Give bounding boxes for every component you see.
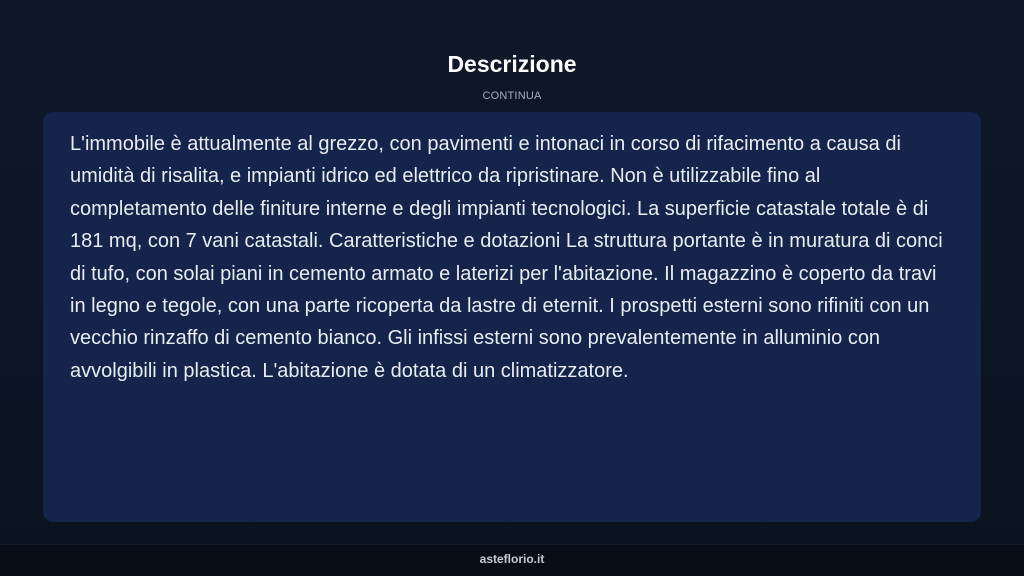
footer-site-name: asteflorio.it (479, 552, 545, 566)
description-text: L'immobile è attualmente al grezzo, con pavimenti e intonaci in corso di rifacimento a causa di umidità di risalita, e impianti idrico ed elettrico da ripristinare. Non è utilizzabile fino al completamento delle finiture interne e degli impianti tecnologici. La superficie catastale totale è di 181 mq, con 7 vani catastali. Caratteristiche e dotazioni La struttura portante è in muratura di conci di tufo, con solai piani in cemento armato e laterizi per l'abitazione. Il magazzino è coperto da travi in legno e tegole, con una parte ricoperta da lastre di eternit. I prospetti esterni sono rifiniti con un vecchio rinzaffo di cemento bianco. Gli infissi esterni sono prevalentemente in alluminio con avvolgibili in plastica. L'abitazione è dotata di un climatizzatore. (70, 133, 943, 382)
description-card (43, 112, 981, 522)
page-title: Descrizione (447, 51, 577, 77)
footer-bar (0, 544, 1024, 576)
continue-label: CONTINUA (482, 90, 542, 102)
